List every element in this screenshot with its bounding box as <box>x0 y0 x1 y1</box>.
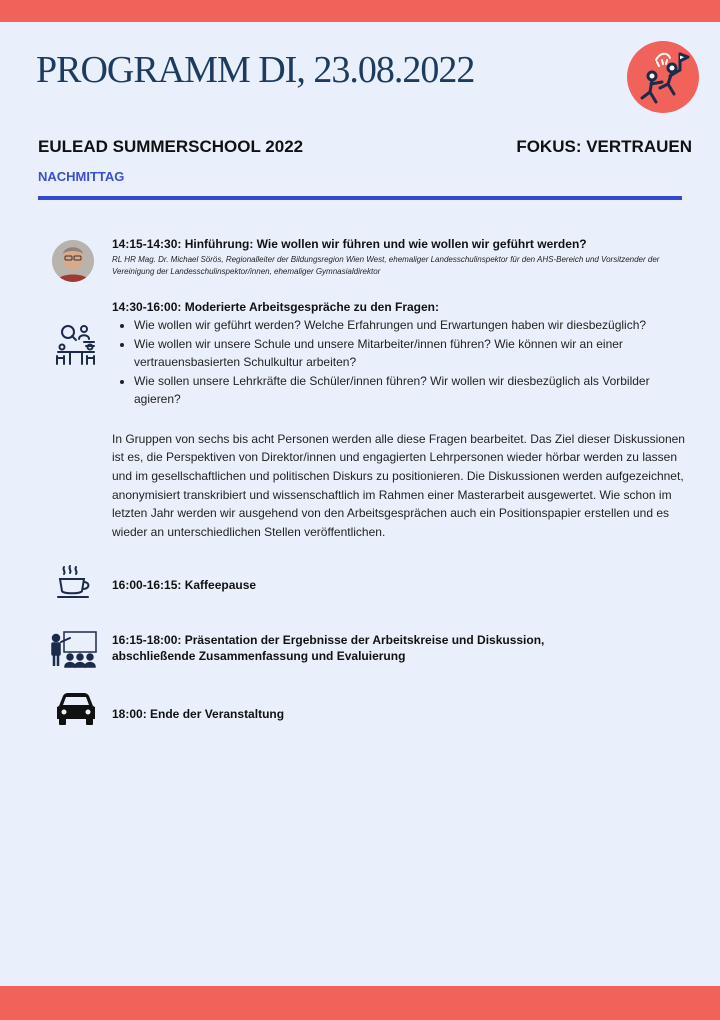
section-divider <box>38 196 682 200</box>
question-list <box>112 316 692 409</box>
event-name: EULEAD SUMMERSCHOOL 2022 <box>38 137 304 156</box>
item-description: In Gruppen von sechs bis acht Personen werden alle diese Fragen bearbeitet. Das Ziel dieser Diskussionen ist es, die Perspektiven von Direktor/innen und engagierten Lehrpersonen wieder hörbar werden zu lassen und im gesellschaftlichen und politischen Diskurs zu positionieren. Die Diskussionen werden aufgezeichnet, anonymisiert transkribiert und wissenschaftlich im Rahmen einer Masterarbeit ausgewertet. Wie schon im letzten Jahr werden wir ausgehend von den Arbeitsgesprächen auch ein Positionspapier erstellen und es wieder an unterschiedlichen Stellen veröffentlichen. <box>112 431 685 540</box>
discussion-group-icon <box>54 322 98 368</box>
program-item-coffee-break <box>112 577 692 593</box>
program-item-end <box>112 706 692 722</box>
car-icon <box>55 692 97 726</box>
list-item: • Wie wollen wir geführt werden? Welche Erfahrungen und Erwartungen haben wir diesbezüglich? <box>134 316 692 335</box>
item-title: 18:00: Ende der Veranstaltung <box>112 707 285 721</box>
coffee-cup-icon <box>56 563 92 601</box>
top-accent-bar <box>0 0 720 22</box>
list-item: • Wie sollen unsere Lehrkräfte die Schüler/innen führen? Wir wollen wir diesbezüglich als Vorbilder agieren? <box>134 372 692 409</box>
page-title: PROGRAMM DI, 23.08.2022 <box>36 49 475 91</box>
bottom-accent-bar <box>0 986 720 1020</box>
program-item-presentation <box>112 632 692 664</box>
climbing-team-logo-icon <box>626 40 700 114</box>
list-item: • Wie wollen wir unsere Schule und unsere Mitarbeiter/innen führen? Wie können wir an einer vertrauensbasierten Schulkultur arbeiten? <box>134 335 692 372</box>
item-title: 14:30-16:00: Moderierte Arbeitsgespräche zu den Fragen: <box>112 300 439 314</box>
program-item-discussions <box>112 299 692 542</box>
event-focus: FOKUS: VERTRAUEN <box>516 137 692 156</box>
item-title: 14:15-14:30: Hinführung: Wie wollen wir führen und wie wollen wir geführt werden? <box>112 237 587 251</box>
section-label: NACHMITTAG <box>38 169 125 184</box>
item-title: 16:00-16:15: Kaffeepause <box>112 578 257 592</box>
speaker-info: RL HR Mag. Dr. Michael Sörös, Regionalleiter der Bildungsregion Wien West, ehemaliger Landesschulinspektor für den AHS-Bereich und Vorsitzender der Vereinigung der Landesschulinspektor/innen, ehemaliger Gymnasialdirektor <box>112 255 660 276</box>
item-title: 16:15-18:00: Präsentation der Ergebnisse der Arbeitskreise und Diskussion, abschließende Zusammenfassung und Evaluierung <box>112 633 545 663</box>
speaker-photo <box>52 240 94 282</box>
program-item-introduction <box>112 236 692 278</box>
presentation-icon <box>50 630 98 668</box>
